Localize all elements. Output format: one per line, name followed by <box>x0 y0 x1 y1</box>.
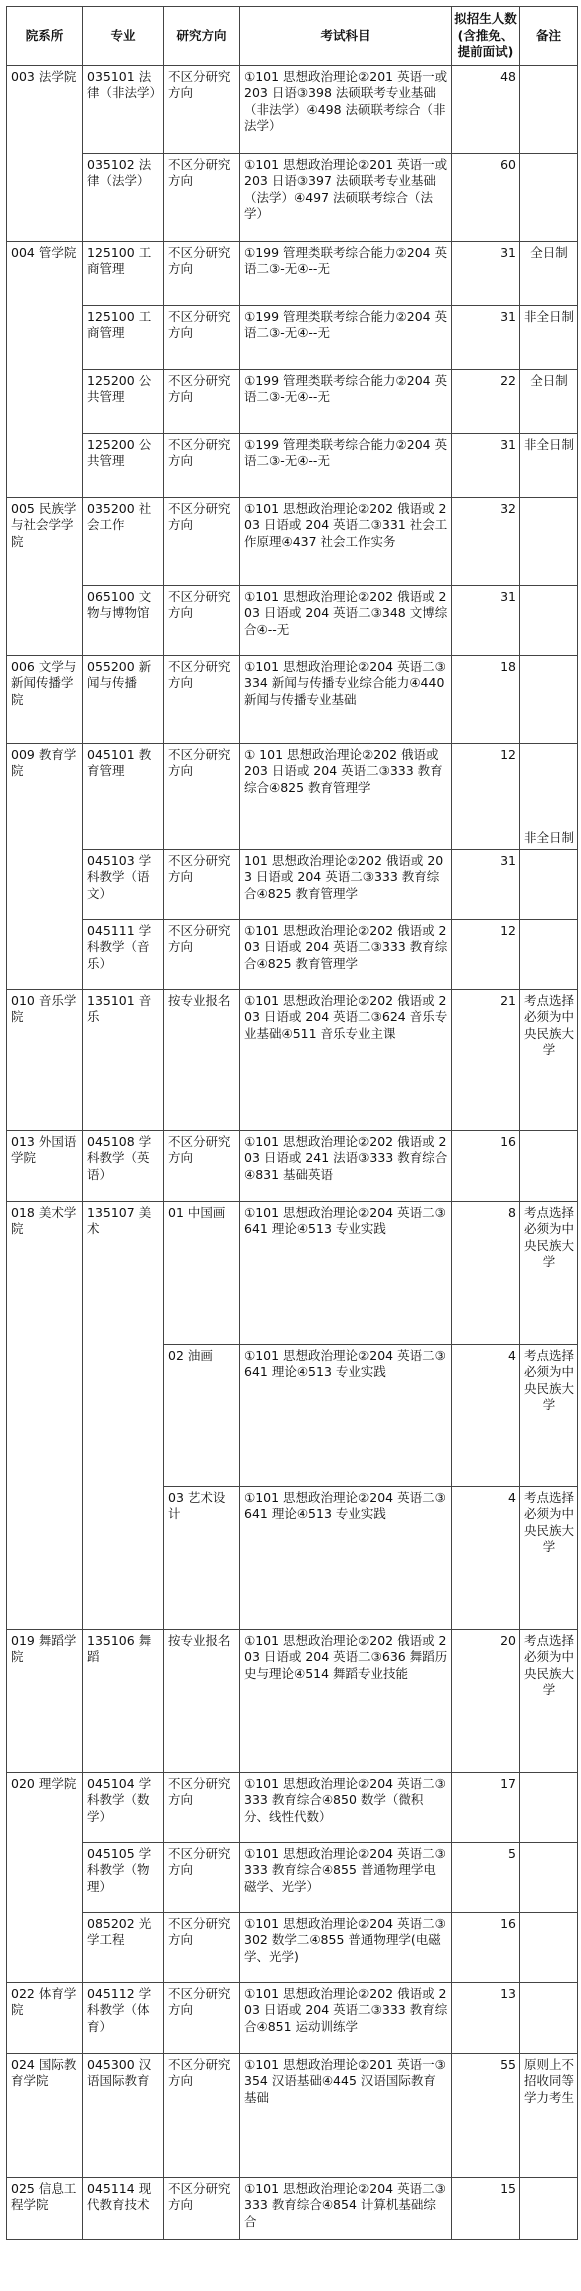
dept-cell: 018 美术学院 <box>7 1201 83 1629</box>
count-cell: 20 <box>452 1629 520 1772</box>
major-cell: 055200 新闻与传播 <box>83 655 164 743</box>
count-cell: 31 <box>452 305 520 369</box>
table-row <box>7 1912 578 1982</box>
dept-cell: 004 管学院 <box>7 241 83 497</box>
subjects-cell: ①101 思想政治理论②204 英语二③333 教育综合④850 数学（微积分、线性代数） <box>240 1772 452 1842</box>
major-cell: 065100 文物与博物馆 <box>83 585 164 655</box>
direction-cell: 不区分研究方向 <box>164 153 240 241</box>
subjects-cell: ①101 思想政治理论②204 英语二③302 数学二④855 普通物理学(电磁学、光学) <box>240 1912 452 1982</box>
table-row <box>7 1130 578 1201</box>
major-cell: 085202 光学工程 <box>83 1912 164 1982</box>
header-row <box>7 7 578 66</box>
major-cell: 135107 美术 <box>83 1201 164 1629</box>
count-cell: 4 <box>452 1486 520 1629</box>
subjects-cell: ①199 管理类联考综合能力②204 英语二③-无④--无 <box>240 433 452 497</box>
major-cell: 045103 学科教学（语文） <box>83 849 164 919</box>
note-cell: 非全日制 <box>520 305 578 369</box>
direction-cell: 不区分研究方向 <box>164 1842 240 1912</box>
note-cell <box>520 1982 578 2053</box>
dept-cell: 024 国际教育学院 <box>7 2053 83 2177</box>
subjects-cell: ①101 思想政治理论②202 俄语或 203 日语或 204 英语二③624 音乐专业基础④511 音乐专业主课 <box>240 989 452 1130</box>
direction-cell: 不区分研究方向 <box>164 849 240 919</box>
direction-cell: 不区分研究方向 <box>164 241 240 305</box>
major-cell: 045101 教育管理 <box>83 743 164 849</box>
direction-cell: 不区分研究方向 <box>164 1912 240 1982</box>
subjects-cell: ①101 思想政治理论②204 英语二③641 理论④513 专业实践 <box>240 1344 452 1486</box>
note-cell <box>520 65 578 153</box>
major-cell: 045104 学科教学（数学） <box>83 1772 164 1842</box>
subjects-cell: ①101 思想政治理论②201 英语一③354 汉语基础④445 汉语国际教育基础 <box>240 2053 452 2177</box>
note-cell: 考点选择必须为中央民族大学 <box>520 989 578 1130</box>
major-cell: 135101 音乐 <box>83 989 164 1130</box>
subjects-cell: ①199 管理类联考综合能力②204 英语二③-无④--无 <box>240 369 452 433</box>
table-row <box>7 1982 578 2053</box>
direction-cell: 不区分研究方向 <box>164 65 240 153</box>
subjects-cell: ① 101 思想政治理论②202 俄语或 203 日语或 204 英语二③333 教育综合④825 教育管理学 <box>240 743 452 849</box>
subjects-cell: ①101 思想政治理论②204 英语二③333 教育综合④855 普通物理学电磁学、光学） <box>240 1842 452 1912</box>
count-cell: 13 <box>452 1982 520 2053</box>
count-cell: 31 <box>452 433 520 497</box>
subjects-cell: ①199 管理类联考综合能力②204 英语二③-无④--无 <box>240 305 452 369</box>
direction-cell: 不区分研究方向 <box>164 1982 240 2053</box>
direction-cell: 不区分研究方向 <box>164 2053 240 2177</box>
note-cell <box>520 655 578 743</box>
table-row <box>7 743 578 849</box>
subjects-cell: ①101 思想政治理论②202 俄语或 203 日语或 204 英语二③333 教育综合④851 运动训练学 <box>240 1982 452 2053</box>
table-row <box>7 1201 578 1344</box>
table-row <box>7 849 578 919</box>
major-cell: 125200 公共管理 <box>83 433 164 497</box>
direction-cell: 不区分研究方向 <box>164 1130 240 1201</box>
direction-cell: 01 中国画 <box>164 1201 240 1344</box>
note-cell: 全日制 <box>520 369 578 433</box>
dept-cell: 020 理学院 <box>7 1772 83 1982</box>
direction-cell: 不区分研究方向 <box>164 497 240 585</box>
count-cell: 12 <box>452 919 520 989</box>
count-cell: 31 <box>452 241 520 305</box>
count-cell: 15 <box>452 2177 520 2239</box>
subjects-cell: ①199 管理类联考综合能力②204 英语二③-无④--无 <box>240 241 452 305</box>
header-major: 专业 <box>83 7 164 66</box>
table-row <box>7 2053 578 2177</box>
note-cell: 非全日制 <box>520 743 578 849</box>
count-cell: 4 <box>452 1344 520 1486</box>
dept-cell: 006 文学与新闻传播学院 <box>7 655 83 743</box>
dept-cell: 003 法学院 <box>7 65 83 241</box>
header-dept: 院系所 <box>7 7 83 66</box>
note-cell <box>520 2177 578 2239</box>
direction-cell: 03 艺术设计 <box>164 1486 240 1629</box>
major-cell: 035101 法律（非法学） <box>83 65 164 153</box>
direction-cell: 不区分研究方向 <box>164 585 240 655</box>
direction-cell: 不区分研究方向 <box>164 655 240 743</box>
subjects-cell: ①101 思想政治理论②202 俄语或 203 日语或 241 法语③333 教育综合④831 基础英语 <box>240 1130 452 1201</box>
note-cell <box>520 153 578 241</box>
note-cell <box>520 1912 578 1982</box>
dept-cell: 013 外国语学院 <box>7 1130 83 1201</box>
table-row <box>7 153 578 241</box>
table-row <box>7 1772 578 1842</box>
subjects-cell: ①101 思想政治理论②202 俄语或 203 日语或 204 英语二③331 社会工作原理④437 社会工作实务 <box>240 497 452 585</box>
note-cell <box>520 585 578 655</box>
dept-cell: 005 民族学与社会学学院 <box>7 497 83 655</box>
count-cell: 48 <box>452 65 520 153</box>
direction-cell: 不区分研究方向 <box>164 369 240 433</box>
direction-cell: 不区分研究方向 <box>164 919 240 989</box>
count-cell: 31 <box>452 585 520 655</box>
direction-cell: 按专业报名 <box>164 1629 240 1772</box>
header-note: 备注 <box>520 7 578 66</box>
direction-cell: 02 油画 <box>164 1344 240 1486</box>
table-row <box>7 305 578 369</box>
count-cell: 12 <box>452 743 520 849</box>
count-cell: 5 <box>452 1842 520 1912</box>
dept-cell: 019 舞蹈学院 <box>7 1629 83 1772</box>
count-cell: 22 <box>452 369 520 433</box>
note-cell <box>520 919 578 989</box>
note-cell <box>520 1772 578 1842</box>
note-cell: 考点选择必须为中央民族大学 <box>520 1344 578 1486</box>
header-subjects: 考试科目 <box>240 7 452 66</box>
major-cell: 135106 舞蹈 <box>83 1629 164 1772</box>
count-cell: 21 <box>452 989 520 1130</box>
direction-cell: 按专业报名 <box>164 989 240 1130</box>
dept-cell: 025 信息工程学院 <box>7 2177 83 2239</box>
dept-cell: 010 音乐学院 <box>7 989 83 1130</box>
note-cell <box>520 497 578 585</box>
subjects-cell: ①101 思想政治理论②201 英语一或 203 日语③397 法硕联考专业基础（法学）④497 法硕联考综合（法学） <box>240 153 452 241</box>
direction-cell: 不区分研究方向 <box>164 2177 240 2239</box>
note-cell: 考点选择必须为中央民族大学 <box>520 1486 578 1629</box>
subjects-cell: ①101 思想政治理论②204 英语二③641 理论④513 专业实践 <box>240 1201 452 1344</box>
major-cell: 125100 工商管理 <box>83 241 164 305</box>
count-cell: 18 <box>452 655 520 743</box>
table-row <box>7 1842 578 1912</box>
major-cell: 045105 学科教学（物理） <box>83 1842 164 1912</box>
count-cell: 8 <box>452 1201 520 1344</box>
note-cell <box>520 849 578 919</box>
major-cell: 125100 工商管理 <box>83 305 164 369</box>
subjects-cell: ①101 思想政治理论②202 俄语或 203 日语或 204 英语二③333 教育综合④825 教育管理学 <box>240 919 452 989</box>
subjects-cell: 101 思想政治理论②202 俄语或 203 日语或 204 英语二③333 教育综合④825 教育管理学 <box>240 849 452 919</box>
table-row <box>7 433 578 497</box>
count-cell: 60 <box>452 153 520 241</box>
direction-cell: 不区分研究方向 <box>164 743 240 849</box>
admissions-table <box>6 6 578 2240</box>
major-cell: 035200 社会工作 <box>83 497 164 585</box>
direction-cell: 不区分研究方向 <box>164 305 240 369</box>
subjects-cell: ①101 思想政治理论②202 俄语或 203 日语或 204 英语二③348 文博综合④--无 <box>240 585 452 655</box>
table-row <box>7 1629 578 1772</box>
note-cell: 非全日制 <box>520 433 578 497</box>
major-cell: 125200 公共管理 <box>83 369 164 433</box>
count-cell: 55 <box>452 2053 520 2177</box>
note-cell: 全日制 <box>520 241 578 305</box>
table-row <box>7 919 578 989</box>
subjects-cell: ①101 思想政治理论②202 俄语或 203 日语或 204 英语二③636 舞蹈历史与理论④514 舞蹈专业技能 <box>240 1629 452 1772</box>
major-cell: 045114 现代教育技术 <box>83 2177 164 2239</box>
dept-cell: 022 体育学院 <box>7 1982 83 2053</box>
header-direction: 研究方向 <box>164 7 240 66</box>
subjects-cell: ①101 思想政治理论②204 英语二③641 理论④513 专业实践 <box>240 1486 452 1629</box>
note-cell <box>520 1130 578 1201</box>
major-cell: 045112 学科教学（体育） <box>83 1982 164 2053</box>
table-row <box>7 65 578 153</box>
major-cell: 045108 学科教学（英语） <box>83 1130 164 1201</box>
dept-cell: 009 教育学院 <box>7 743 83 989</box>
major-cell: 045111 学科教学（音乐） <box>83 919 164 989</box>
table-row <box>7 369 578 433</box>
direction-cell: 不区分研究方向 <box>164 1772 240 1842</box>
table-row <box>7 241 578 305</box>
count-cell: 16 <box>452 1130 520 1201</box>
direction-cell: 不区分研究方向 <box>164 433 240 497</box>
table-row <box>7 585 578 655</box>
header-count: 拟招生人数(含推免、提前面试) <box>452 7 520 66</box>
note-cell: 考点选择必须为中央民族大学 <box>520 1201 578 1344</box>
note-cell <box>520 1842 578 1912</box>
table-row <box>7 497 578 585</box>
subjects-cell: ①101 思想政治理论②204 英语二③334 新闻与传播专业综合能力④440 新闻与传播专业基础 <box>240 655 452 743</box>
table-row <box>7 989 578 1130</box>
note-cell: 原则上不招收同等学力考生 <box>520 2053 578 2177</box>
note-cell: 考点选择必须为中央民族大学 <box>520 1629 578 1772</box>
table-row <box>7 2177 578 2239</box>
count-cell: 32 <box>452 497 520 585</box>
major-cell: 045300 汉语国际教育 <box>83 2053 164 2177</box>
count-cell: 16 <box>452 1912 520 1982</box>
major-cell: 035102 法律（法学） <box>83 153 164 241</box>
table-row <box>7 655 578 743</box>
count-cell: 17 <box>452 1772 520 1842</box>
subjects-cell: ①101 思想政治理论②204 英语二③333 教育综合④854 计算机基础综合 <box>240 2177 452 2239</box>
subjects-cell: ①101 思想政治理论②201 英语一或 203 日语③398 法硕联考专业基础（非法学）④498 法硕联考综合（非法学） <box>240 65 452 153</box>
count-cell: 31 <box>452 849 520 919</box>
